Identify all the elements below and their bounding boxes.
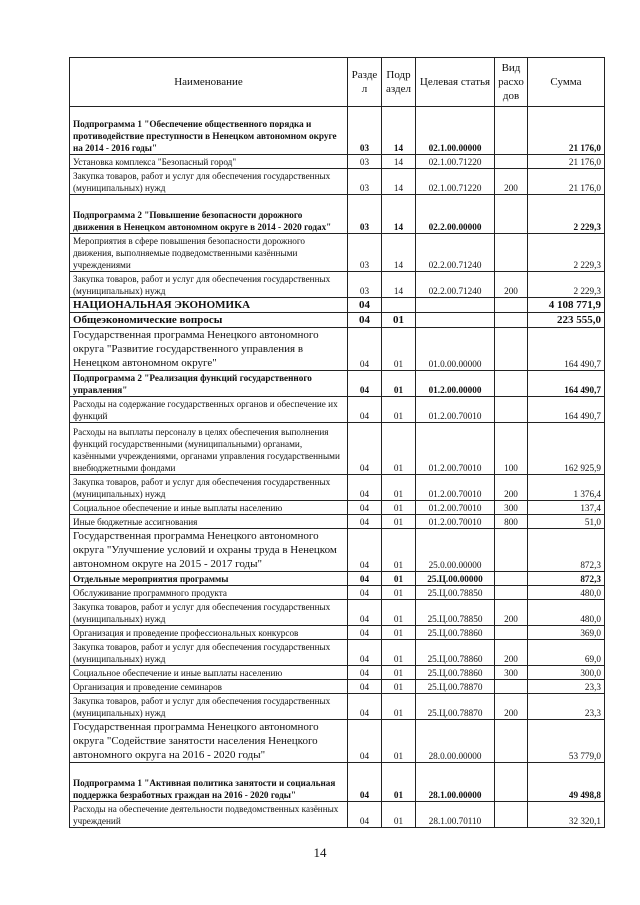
table-row	[70, 763, 605, 802]
cell-name: Установка комплекса "Безопасный город"	[70, 155, 348, 169]
cell-target: 01.0.00.00000	[416, 328, 495, 371]
cell-sum: 872,3	[528, 572, 605, 586]
cell-subsection: 01	[382, 515, 416, 529]
cell-name: Общеэкономические вопросы	[70, 313, 348, 328]
cell-name: Социальное обеспечение и иные выплаты населению	[70, 501, 348, 515]
header-sum: Сумма	[528, 58, 605, 107]
table-row	[70, 298, 605, 313]
cell-sum: 2 229,3	[528, 234, 605, 272]
cell-type: 100	[495, 423, 528, 475]
cell-section: 04	[348, 600, 382, 626]
cell-target: 02.1.00.71220	[416, 155, 495, 169]
table-row	[70, 586, 605, 600]
cell-name: Социальное обеспечение и иные выплаты населению	[70, 666, 348, 680]
cell-subsection: 14	[382, 195, 416, 234]
cell-subsection: 01	[382, 475, 416, 501]
cell-section: 03	[348, 155, 382, 169]
cell-target: 02.2.00.71240	[416, 272, 495, 298]
cell-sum: 480,0	[528, 586, 605, 600]
cell-target: 25.0.00.00000	[416, 529, 495, 572]
cell-name: Обслуживание программного продукта	[70, 586, 348, 600]
cell-sum: 21 176,0	[528, 155, 605, 169]
table-row	[70, 694, 605, 720]
cell-name: Закупка товаров, работ и услуг для обеспечения государственных (муниципальных) нужд	[70, 475, 348, 501]
table-row	[70, 600, 605, 626]
budget-table	[69, 57, 605, 828]
cell-section: 03	[348, 195, 382, 234]
cell-target: 02.1.00.71220	[416, 169, 495, 195]
cell-sum: 300,0	[528, 666, 605, 680]
cell-target: 28.1.00.00000	[416, 763, 495, 802]
cell-name: Организация и проведение профессиональных конкурсов	[70, 626, 348, 640]
cell-type	[495, 313, 528, 328]
cell-sum: 2 229,3	[528, 195, 605, 234]
cell-sum: 164 490,7	[528, 397, 605, 423]
cell-sum: 872,3	[528, 529, 605, 572]
cell-target: 25.Ц.00.78860	[416, 666, 495, 680]
table-body	[70, 107, 605, 828]
table-row	[70, 328, 605, 371]
cell-sum: 32 320,1	[528, 802, 605, 828]
cell-sum: 23,3	[528, 680, 605, 694]
cell-name: Подпрограмма 1 "Активная политика занятости и социальная поддержка безработных граждан на 2016 - 2020 годы"	[70, 763, 348, 802]
cell-target: 25.Ц.00.78850	[416, 600, 495, 626]
cell-sum: 49 498,8	[528, 763, 605, 802]
table-row	[70, 680, 605, 694]
table-row	[70, 371, 605, 397]
cell-type	[495, 107, 528, 155]
cell-name: Организация и проведение семинаров	[70, 680, 348, 694]
cell-target: 28.0.00.00000	[416, 720, 495, 763]
cell-subsection: 01	[382, 572, 416, 586]
cell-target: 25.Ц.00.78850	[416, 586, 495, 600]
cell-section: 04	[348, 666, 382, 680]
cell-target	[416, 313, 495, 328]
cell-target: 02.2.00.00000	[416, 195, 495, 234]
cell-name: Закупка товаров, работ и услуг для обеспечения государственных (муниципальных) нужд	[70, 640, 348, 666]
table-row	[70, 626, 605, 640]
table-row	[70, 501, 605, 515]
cell-type: 200	[495, 600, 528, 626]
cell-subsection: 01	[382, 626, 416, 640]
page-number: 14	[313, 845, 327, 860]
table-row	[70, 529, 605, 572]
cell-target: 01.2.00.70010	[416, 501, 495, 515]
cell-subsection: 14	[382, 234, 416, 272]
cell-type	[495, 572, 528, 586]
cell-target: 01.2.00.00000	[416, 371, 495, 397]
cell-sum: 51,0	[528, 515, 605, 529]
cell-sum: 21 176,0	[528, 169, 605, 195]
header-target: Целевая статья	[416, 58, 495, 107]
cell-type: 200	[495, 272, 528, 298]
cell-section: 04	[348, 328, 382, 371]
cell-target: 01.2.00.70010	[416, 397, 495, 423]
cell-section: 03	[348, 272, 382, 298]
cell-section: 04	[348, 640, 382, 666]
cell-name: Закупка товаров, работ и услуг для обеспечения государственных (муниципальных) нужд	[70, 169, 348, 195]
cell-section: 04	[348, 298, 382, 313]
cell-sum: 480,0	[528, 600, 605, 626]
cell-name: Расходы на содержание государственных органов и обеспечение их функций	[70, 397, 348, 423]
cell-section: 04	[348, 515, 382, 529]
cell-type	[495, 155, 528, 169]
cell-name: НАЦИОНАЛЬНАЯ ЭКОНОМИКА	[70, 298, 348, 313]
cell-section: 04	[348, 763, 382, 802]
cell-target: 25.Ц.00.78870	[416, 694, 495, 720]
cell-sum: 162 925,9	[528, 423, 605, 475]
cell-name: Подпрограмма 2 "Реализация функций государственного управления"	[70, 371, 348, 397]
cell-name: Подпрограмма 2 "Повышение безопасности дорожного движения в Ненецком автономном округе в 2014 - 2020 годах"	[70, 195, 348, 234]
cell-name: Государственная программа Ненецкого автономного округа "Развитие государственного управления в Ненецком автономном округе"	[70, 328, 348, 371]
cell-sum: 1 376,4	[528, 475, 605, 501]
cell-type: 200	[495, 169, 528, 195]
header-subsection: Подр аздел	[382, 58, 416, 107]
cell-sum: 2 229,3	[528, 272, 605, 298]
cell-type: 800	[495, 515, 528, 529]
cell-sum: 223 555,0	[528, 313, 605, 328]
header-type: Вид расхо дов	[495, 58, 528, 107]
cell-type	[495, 397, 528, 423]
cell-section: 04	[348, 626, 382, 640]
cell-type	[495, 586, 528, 600]
cell-name: Мероприятия в сфере повышения безопасности дорожного движения, выполняемые подведомственными казёнными учреждениями	[70, 234, 348, 272]
cell-type	[495, 626, 528, 640]
cell-subsection: 01	[382, 763, 416, 802]
cell-subsection: 01	[382, 802, 416, 828]
cell-subsection: 01	[382, 313, 416, 328]
cell-sum: 21 176,0	[528, 107, 605, 155]
cell-target: 02.1.00.00000	[416, 107, 495, 155]
cell-subsection: 14	[382, 107, 416, 155]
table-row	[70, 195, 605, 234]
cell-section: 03	[348, 107, 382, 155]
table-header-row	[70, 58, 605, 107]
cell-section: 04	[348, 313, 382, 328]
cell-sum: 369,0	[528, 626, 605, 640]
cell-subsection: 01	[382, 640, 416, 666]
cell-section: 03	[348, 169, 382, 195]
table-row	[70, 515, 605, 529]
cell-type: 300	[495, 666, 528, 680]
cell-sum: 164 490,7	[528, 328, 605, 371]
cell-section: 04	[348, 802, 382, 828]
table-row	[70, 272, 605, 298]
cell-target: 25.Ц.00.00000	[416, 572, 495, 586]
cell-target: 01.2.00.70010	[416, 515, 495, 529]
cell-subsection: 01	[382, 423, 416, 475]
cell-type	[495, 234, 528, 272]
table-row	[70, 155, 605, 169]
cell-sum: 137,4	[528, 501, 605, 515]
table-row	[70, 802, 605, 828]
cell-target: 28.1.00.70110	[416, 802, 495, 828]
cell-subsection: 01	[382, 600, 416, 626]
cell-type	[495, 529, 528, 572]
cell-section: 04	[348, 371, 382, 397]
cell-name: Отдельные мероприятия программы	[70, 572, 348, 586]
cell-subsection: 01	[382, 501, 416, 515]
cell-subsection: 01	[382, 586, 416, 600]
cell-section: 04	[348, 680, 382, 694]
header-section: Разде л	[348, 58, 382, 107]
cell-type: 200	[495, 475, 528, 501]
cell-type: 200	[495, 694, 528, 720]
cell-section: 04	[348, 423, 382, 475]
table-row	[70, 423, 605, 475]
cell-type	[495, 763, 528, 802]
cell-subsection: 01	[382, 529, 416, 572]
cell-sum: 164 490,7	[528, 371, 605, 397]
table-row	[70, 234, 605, 272]
table-row	[70, 169, 605, 195]
cell-section: 04	[348, 475, 382, 501]
cell-name: Государственная программа Ненецкого автономного округа "Улучшение условий и охраны труда в Ненецком автономном округе на 2015 - 2017 годы"	[70, 529, 348, 572]
cell-type	[495, 371, 528, 397]
cell-section: 04	[348, 586, 382, 600]
cell-name: Подпрограмма 1 "Обеспечение общественного порядка и противодействие преступности в Ненецком автономном округе на 2014 - 2016 годы"	[70, 107, 348, 155]
cell-type	[495, 195, 528, 234]
cell-sum: 53 779,0	[528, 720, 605, 763]
cell-sum: 69,0	[528, 640, 605, 666]
cell-type	[495, 680, 528, 694]
cell-section: 04	[348, 529, 382, 572]
cell-section: 04	[348, 720, 382, 763]
table-row	[70, 397, 605, 423]
cell-name: Государственная программа Ненецкого автономного округа "Содействие занятости населения Ненецкого автономного округа на 2016 - 2020 годы"	[70, 720, 348, 763]
table-row	[70, 572, 605, 586]
cell-subsection: 14	[382, 169, 416, 195]
cell-subsection: 01	[382, 666, 416, 680]
cell-subsection: 14	[382, 272, 416, 298]
table-row	[70, 475, 605, 501]
cell-target: 01.2.00.70010	[416, 423, 495, 475]
cell-name: Иные бюджетные ассигнования	[70, 515, 348, 529]
table-row	[70, 666, 605, 680]
table-row	[70, 107, 605, 155]
cell-target: 25.Ц.00.78860	[416, 640, 495, 666]
cell-type	[495, 802, 528, 828]
cell-subsection: 01	[382, 694, 416, 720]
cell-target: 02.2.00.71240	[416, 234, 495, 272]
cell-name: Закупка товаров, работ и услуг для обеспечения государственных (муниципальных) нужд	[70, 694, 348, 720]
table-row	[70, 720, 605, 763]
cell-name: Расходы на выплаты персоналу в целях обеспечения выполнения функций государственными (муниципальными) органами, казёнными учреждениями, органами управления государственными внебюджетными фондами	[70, 423, 348, 475]
cell-section: 03	[348, 234, 382, 272]
cell-type: 300	[495, 501, 528, 515]
cell-section: 04	[348, 397, 382, 423]
cell-target: 25.Ц.00.78860	[416, 626, 495, 640]
table-row	[70, 313, 605, 328]
cell-target: 25.Ц.00.78870	[416, 680, 495, 694]
cell-sum: 23,3	[528, 694, 605, 720]
cell-subsection: 01	[382, 371, 416, 397]
cell-name: Закупка товаров, работ и услуг для обеспечения государственных (муниципальных) нужд	[70, 600, 348, 626]
cell-subsection	[382, 298, 416, 313]
cell-subsection: 01	[382, 680, 416, 694]
cell-type	[495, 328, 528, 371]
header-name: Наименование	[70, 58, 348, 107]
cell-name: Расходы на обеспечение деятельности подведомственных казённых учреждений	[70, 802, 348, 828]
cell-name: Закупка товаров, работ и услуг для обеспечения государственных (муниципальных) нужд	[70, 272, 348, 298]
cell-subsection: 01	[382, 720, 416, 763]
cell-subsection: 01	[382, 397, 416, 423]
cell-sum: 4 108 771,9	[528, 298, 605, 313]
cell-target: 01.2.00.70010	[416, 475, 495, 501]
cell-target	[416, 298, 495, 313]
cell-section: 04	[348, 501, 382, 515]
cell-type	[495, 298, 528, 313]
cell-section: 04	[348, 572, 382, 586]
cell-subsection: 14	[382, 155, 416, 169]
cell-section: 04	[348, 694, 382, 720]
cell-type: 200	[495, 640, 528, 666]
cell-subsection: 01	[382, 328, 416, 371]
cell-type	[495, 720, 528, 763]
table-row	[70, 640, 605, 666]
